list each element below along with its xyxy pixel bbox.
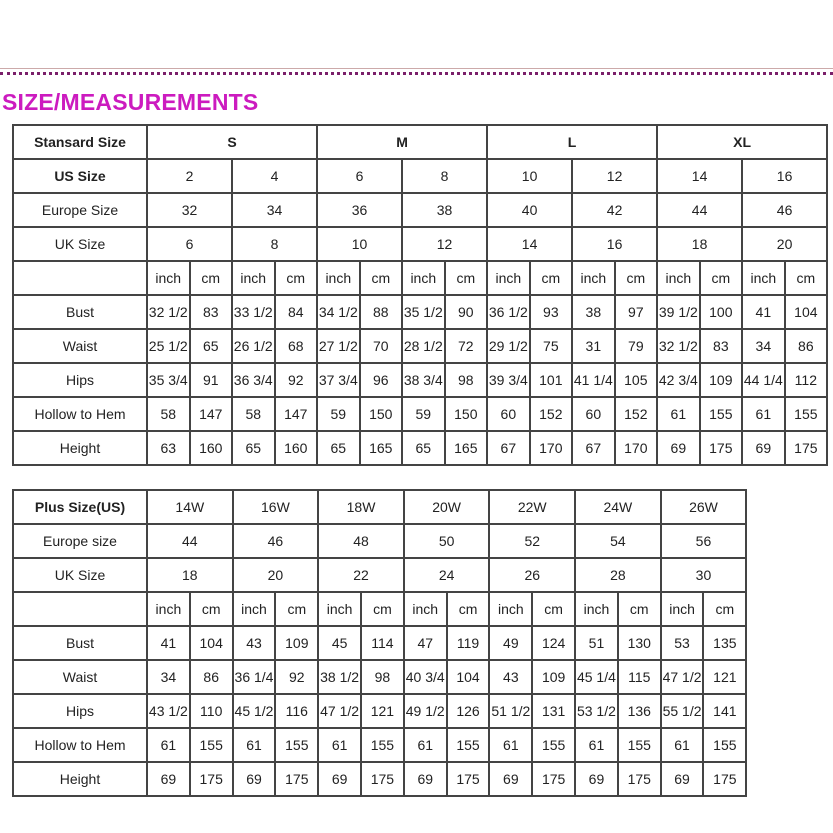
measurement-value: 109: [700, 363, 743, 397]
page-title: SIZE/MEASUREMENTS: [2, 89, 259, 115]
plus-measurement-value: 121: [703, 660, 746, 694]
unit-row: [13, 261, 827, 295]
measurement-value: 34 1/2: [317, 295, 360, 329]
us-size-value: 8: [402, 159, 487, 193]
europe-size-label: Europe Size: [13, 193, 147, 227]
plus-measurement-value: 61: [575, 728, 618, 762]
europe-size-value: 38: [402, 193, 487, 227]
europe-size-row: [13, 193, 827, 227]
measurement-row: [13, 363, 827, 397]
plus-measurement-value: 45 1/2: [233, 694, 276, 728]
unit-cm: cm: [361, 592, 404, 626]
unit-cm: cm: [785, 261, 828, 295]
plus-measurement-row: [13, 762, 746, 796]
uk-size-value: 12: [402, 227, 487, 261]
unit-cm: cm: [615, 261, 658, 295]
unit-cm: cm: [190, 261, 233, 295]
plus-measurement-value: 155: [618, 728, 661, 762]
unit-cm: cm: [447, 592, 490, 626]
plus-measurement-value: 175: [361, 762, 404, 796]
plus-measurement-value: 47 1/2: [661, 660, 704, 694]
measurement-value: 42 3/4: [657, 363, 700, 397]
plus-uk-value: 20: [233, 558, 319, 592]
measurement-value: 152: [615, 397, 658, 431]
measurement-value: 90: [445, 295, 488, 329]
unit-cm: cm: [700, 261, 743, 295]
size-group-row: [13, 125, 827, 159]
measurement-value: 72: [445, 329, 488, 363]
plus-measurement-value: 69: [318, 762, 361, 796]
plus-uk-row: [13, 558, 746, 592]
plus-europe-value: 54: [575, 524, 661, 558]
plus-measurement-value: 126: [447, 694, 490, 728]
plus-measurement-value: 45 1/4: [575, 660, 618, 694]
unit-inch: inch: [404, 592, 447, 626]
measurement-value: 44 1/4: [742, 363, 785, 397]
measurement-value: 96: [360, 363, 403, 397]
measurement-value: 165: [445, 431, 488, 465]
measurement-value: 38: [572, 295, 615, 329]
plus-measurement-value: 53 1/2: [575, 694, 618, 728]
measurement-value: 160: [190, 431, 233, 465]
plus-measurement-value: 43 1/2: [147, 694, 190, 728]
europe-size-value: 44: [657, 193, 742, 227]
plus-measurement-value: 109: [532, 660, 575, 694]
size-group-header: XL: [657, 125, 827, 159]
plus-measurement-label: Hollow to Hem: [13, 728, 147, 762]
plus-measurement-value: 175: [703, 762, 746, 796]
plus-measurement-value: 61: [661, 728, 704, 762]
measurement-value: 37 3/4: [317, 363, 360, 397]
measurement-value: 59: [317, 397, 360, 431]
plus-measurement-value: 175: [618, 762, 661, 796]
plus-measurement-value: 61: [233, 728, 276, 762]
europe-size-value: 40: [487, 193, 572, 227]
measurement-value: 155: [785, 397, 828, 431]
plus-measurement-value: 45: [318, 626, 361, 660]
us-size-row: [13, 159, 827, 193]
measurement-value: 58: [147, 397, 190, 431]
plus-measurement-label: Waist: [13, 660, 147, 694]
measurement-value: 32 1/2: [147, 295, 190, 329]
measurement-value: 170: [530, 431, 573, 465]
measurement-value: 92: [275, 363, 318, 397]
measurement-row: [13, 295, 827, 329]
measurement-value: 65: [232, 431, 275, 465]
measurement-value: 60: [572, 397, 615, 431]
measurement-value: 39 3/4: [487, 363, 530, 397]
unit-row-blank: [13, 261, 147, 295]
measurement-value: 83: [700, 329, 743, 363]
plus-size-value: 22W: [489, 490, 575, 524]
measurement-value: 86: [785, 329, 828, 363]
plus-uk-value: 24: [404, 558, 490, 592]
plus-measurement-value: 136: [618, 694, 661, 728]
plus-size-value: 16W: [233, 490, 319, 524]
plus-measurement-value: 109: [275, 626, 318, 660]
measurement-value: 65: [190, 329, 233, 363]
plus-measurement-label: Height: [13, 762, 147, 796]
plus-measurement-value: 61: [404, 728, 447, 762]
plus-measurement-value: 38 1/2: [318, 660, 361, 694]
plus-measurement-value: 104: [190, 626, 233, 660]
size-group-header: M: [317, 125, 487, 159]
unit-cm: cm: [275, 592, 318, 626]
unit-inch: inch: [489, 592, 532, 626]
measurement-value: 88: [360, 295, 403, 329]
plus-europe-value: 46: [233, 524, 319, 558]
plus-size-row: [13, 490, 746, 524]
plus-measurement-value: 47: [404, 626, 447, 660]
measurement-value: 150: [445, 397, 488, 431]
measurement-row: [13, 397, 827, 431]
plus-measurement-value: 61: [318, 728, 361, 762]
plus-measurement-value: 155: [532, 728, 575, 762]
plus-measurement-value: 49: [489, 626, 532, 660]
measurement-value: 100: [700, 295, 743, 329]
measurement-label: Height: [13, 431, 147, 465]
plus-uk-value: 18: [147, 558, 233, 592]
plus-measurement-value: 49 1/2: [404, 694, 447, 728]
measurement-value: 35 3/4: [147, 363, 190, 397]
standard-size-label: Stansard Size: [13, 125, 147, 159]
measurement-value: 104: [785, 295, 828, 329]
measurement-value: 61: [742, 397, 785, 431]
measurement-row: [13, 329, 827, 363]
plus-size-value: 18W: [318, 490, 404, 524]
plus-measurement-value: 69: [575, 762, 618, 796]
uk-size-value: 16: [572, 227, 657, 261]
measurement-value: 175: [700, 431, 743, 465]
plus-measurement-value: 41: [147, 626, 190, 660]
unit-inch: inch: [657, 261, 700, 295]
plus-measurement-value: 69: [147, 762, 190, 796]
measurement-value: 26 1/2: [232, 329, 275, 363]
standard-size-table: [12, 124, 828, 466]
us-size-value: 2: [147, 159, 232, 193]
plus-measurement-value: 155: [447, 728, 490, 762]
plus-unit-row-blank: [13, 592, 147, 626]
plus-measurement-value: 69: [489, 762, 532, 796]
uk-size-label: UK Size: [13, 227, 147, 261]
measurement-label: Hips: [13, 363, 147, 397]
measurement-value: 101: [530, 363, 573, 397]
plus-measurement-value: 175: [532, 762, 575, 796]
unit-inch: inch: [742, 261, 785, 295]
measurement-value: 67: [487, 431, 530, 465]
uk-size-value: 20: [742, 227, 827, 261]
europe-size-value: 32: [147, 193, 232, 227]
measurement-value: 39 1/2: [657, 295, 700, 329]
unit-cm: cm: [360, 261, 403, 295]
plus-measurement-label: Hips: [13, 694, 147, 728]
plus-europe-row: [13, 524, 746, 558]
us-size-value: 6: [317, 159, 402, 193]
plus-uk-label: UK Size: [13, 558, 147, 592]
plus-europe-value: 56: [661, 524, 747, 558]
measurement-value: 27 1/2: [317, 329, 360, 363]
measurement-value: 31: [572, 329, 615, 363]
plus-measurement-value: 131: [532, 694, 575, 728]
unit-cm: cm: [275, 261, 318, 295]
plus-measurement-value: 155: [275, 728, 318, 762]
us-size-value: 14: [657, 159, 742, 193]
unit-inch: inch: [661, 592, 704, 626]
plus-europe-label: Europe size: [13, 524, 147, 558]
plus-measurement-value: 155: [190, 728, 233, 762]
europe-size-value: 46: [742, 193, 827, 227]
uk-size-value: 8: [232, 227, 317, 261]
uk-size-row: [13, 227, 827, 261]
unit-inch: inch: [232, 261, 275, 295]
measurement-value: 79: [615, 329, 658, 363]
measurement-value: 165: [360, 431, 403, 465]
measurement-value: 147: [275, 397, 318, 431]
plus-measurement-value: 47 1/2: [318, 694, 361, 728]
measurement-value: 34: [742, 329, 785, 363]
plus-measurement-row: [13, 626, 746, 660]
plus-uk-value: 30: [661, 558, 747, 592]
plus-measurement-value: 69: [233, 762, 276, 796]
measurement-value: 61: [657, 397, 700, 431]
plus-measurement-value: 116: [275, 694, 318, 728]
europe-size-value: 34: [232, 193, 317, 227]
measurement-value: 91: [190, 363, 233, 397]
plus-measurement-row: [13, 728, 746, 762]
plus-measurement-value: 114: [361, 626, 404, 660]
measurement-value: 105: [615, 363, 658, 397]
plus-measurement-value: 98: [361, 660, 404, 694]
us-size-value: 12: [572, 159, 657, 193]
plus-measurement-value: 40 3/4: [404, 660, 447, 694]
plus-measurement-value: 86: [190, 660, 233, 694]
size-group-header: S: [147, 125, 317, 159]
measurement-value: 175: [785, 431, 828, 465]
measurement-label: Bust: [13, 295, 147, 329]
measurement-value: 97: [615, 295, 658, 329]
unit-cm: cm: [703, 592, 746, 626]
plus-measurement-value: 124: [532, 626, 575, 660]
measurement-value: 69: [657, 431, 700, 465]
measurement-value: 93: [530, 295, 573, 329]
plus-europe-value: 50: [404, 524, 490, 558]
plus-europe-value: 52: [489, 524, 575, 558]
plus-measurement-value: 55 1/2: [661, 694, 704, 728]
plus-measurement-value: 121: [361, 694, 404, 728]
plus-uk-value: 28: [575, 558, 661, 592]
plus-measurement-value: 119: [447, 626, 490, 660]
plus-europe-value: 48: [318, 524, 404, 558]
measurement-value: 83: [190, 295, 233, 329]
dotted-divider: [0, 72, 833, 75]
unit-cm: cm: [532, 592, 575, 626]
uk-size-value: 6: [147, 227, 232, 261]
us-size-value: 4: [232, 159, 317, 193]
us-size-value: 16: [742, 159, 827, 193]
plus-uk-value: 22: [318, 558, 404, 592]
plus-measurement-value: 155: [703, 728, 746, 762]
measurement-value: 112: [785, 363, 828, 397]
plus-measurement-value: 141: [703, 694, 746, 728]
plus-size-value: 24W: [575, 490, 661, 524]
plus-measurement-row: [13, 660, 746, 694]
plus-measurement-value: 69: [404, 762, 447, 796]
measurement-value: 160: [275, 431, 318, 465]
unit-inch: inch: [317, 261, 360, 295]
measurement-value: 150: [360, 397, 403, 431]
measurement-value: 38 3/4: [402, 363, 445, 397]
uk-size-value: 18: [657, 227, 742, 261]
plus-measurement-value: 175: [447, 762, 490, 796]
measurement-value: 58: [232, 397, 275, 431]
measurement-row: [13, 431, 827, 465]
measurement-value: 60: [487, 397, 530, 431]
plus-measurement-value: 61: [489, 728, 532, 762]
measurement-label: Waist: [13, 329, 147, 363]
measurement-value: 70: [360, 329, 403, 363]
us-size-value: 10: [487, 159, 572, 193]
measurement-value: 28 1/2: [402, 329, 445, 363]
plus-measurement-value: 175: [190, 762, 233, 796]
measurement-value: 59: [402, 397, 445, 431]
plus-uk-value: 26: [489, 558, 575, 592]
plus-measurement-value: 51: [575, 626, 618, 660]
plus-unit-row: [13, 592, 746, 626]
plus-measurement-label: Bust: [13, 626, 147, 660]
measurement-value: 41: [742, 295, 785, 329]
unit-inch: inch: [575, 592, 618, 626]
unit-inch: inch: [402, 261, 445, 295]
plus-measurement-value: 53: [661, 626, 704, 660]
measurement-value: 75: [530, 329, 573, 363]
measurement-value: 33 1/2: [232, 295, 275, 329]
plus-measurement-value: 92: [275, 660, 318, 694]
unit-cm: cm: [530, 261, 573, 295]
plus-size-value: 14W: [147, 490, 233, 524]
plus-measurement-value: 115: [618, 660, 661, 694]
uk-size-value: 14: [487, 227, 572, 261]
unit-inch: inch: [487, 261, 530, 295]
plus-size-table: [12, 489, 747, 797]
plus-measurement-value: 104: [447, 660, 490, 694]
plus-europe-value: 44: [147, 524, 233, 558]
plus-size-value: 20W: [404, 490, 490, 524]
measurement-value: 32 1/2: [657, 329, 700, 363]
measurement-value: 36 1/2: [487, 295, 530, 329]
plus-measurement-value: 61: [147, 728, 190, 762]
measurement-value: 67: [572, 431, 615, 465]
measurement-value: 65: [317, 431, 360, 465]
measurement-value: 29 1/2: [487, 329, 530, 363]
plus-size-label: Plus Size(US): [13, 490, 147, 524]
unit-inch: inch: [572, 261, 615, 295]
plus-size-value: 26W: [661, 490, 747, 524]
unit-cm: cm: [190, 592, 233, 626]
measurement-value: 68: [275, 329, 318, 363]
measurement-value: 25 1/2: [147, 329, 190, 363]
size-group-header: L: [487, 125, 657, 159]
plus-measurement-row: [13, 694, 746, 728]
plus-measurement-value: 43: [489, 660, 532, 694]
measurement-value: 155: [700, 397, 743, 431]
europe-size-value: 36: [317, 193, 402, 227]
plus-measurement-value: 43: [233, 626, 276, 660]
measurement-value: 35 1/2: [402, 295, 445, 329]
uk-size-value: 10: [317, 227, 402, 261]
us-size-label: US Size: [13, 159, 147, 193]
measurement-value: 147: [190, 397, 233, 431]
unit-inch: inch: [233, 592, 276, 626]
europe-size-value: 42: [572, 193, 657, 227]
measurement-value: 63: [147, 431, 190, 465]
plus-measurement-value: 175: [275, 762, 318, 796]
top-rule: [0, 68, 833, 69]
measurement-value: 41 1/4: [572, 363, 615, 397]
measurement-value: 84: [275, 295, 318, 329]
measurement-value: 65: [402, 431, 445, 465]
unit-inch: inch: [147, 261, 190, 295]
unit-inch: inch: [147, 592, 190, 626]
plus-measurement-value: 110: [190, 694, 233, 728]
plus-measurement-value: 155: [361, 728, 404, 762]
measurement-label: Hollow to Hem: [13, 397, 147, 431]
plus-measurement-value: 130: [618, 626, 661, 660]
unit-inch: inch: [318, 592, 361, 626]
measurement-value: 170: [615, 431, 658, 465]
unit-cm: cm: [618, 592, 661, 626]
plus-measurement-value: 51 1/2: [489, 694, 532, 728]
measurement-value: 36 3/4: [232, 363, 275, 397]
plus-measurement-value: 34: [147, 660, 190, 694]
plus-measurement-value: 135: [703, 626, 746, 660]
measurement-value: 152: [530, 397, 573, 431]
measurement-value: 69: [742, 431, 785, 465]
unit-cm: cm: [445, 261, 488, 295]
measurement-value: 98: [445, 363, 488, 397]
plus-measurement-value: 69: [661, 762, 704, 796]
plus-measurement-value: 36 1/4: [233, 660, 276, 694]
